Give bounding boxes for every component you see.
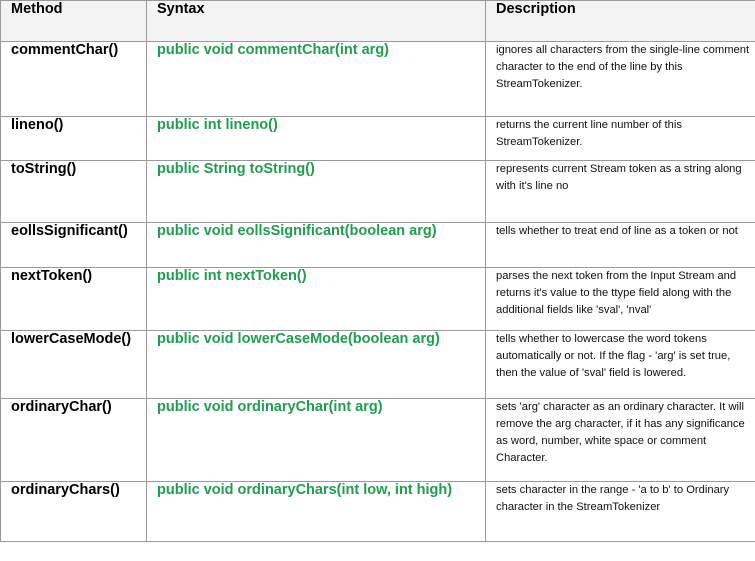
- table-row: [1, 399, 755, 482]
- method-syntax: public void ordinaryChar(int arg): [147, 399, 486, 482]
- table-row: [1, 42, 755, 117]
- table-row: [1, 268, 755, 331]
- table-row: [1, 117, 755, 161]
- method-description: sets character in the range - 'a to b' to Ordinary character in the StreamTokenizer: [486, 482, 755, 542]
- method-description: sets 'arg' character as an ordinary character. It will remove the arg character, if it has any significance as word, number, white space or comment Character.: [486, 399, 755, 482]
- method-syntax: public void lowerCaseMode(boolean arg): [147, 331, 486, 399]
- method-description: tells whether to lowercase the word tokens automatically or not. If the flag - 'arg' is set true, then the value of 'sval' field is lowered.: [486, 331, 755, 399]
- method-name: toString(): [1, 161, 147, 223]
- method-syntax: public int lineno(): [147, 117, 486, 161]
- method-syntax: public void commentChar(int arg): [147, 42, 486, 117]
- header-description: Description: [486, 1, 755, 42]
- method-name: ordinaryChars(): [1, 482, 147, 542]
- table-header-row: [1, 1, 755, 42]
- method-syntax: public String toString(): [147, 161, 486, 223]
- method-name: commentChar(): [1, 42, 147, 117]
- method-description: represents current Stream token as a string along with it's line no: [486, 161, 755, 223]
- method-name: nextToken(): [1, 268, 147, 331]
- table-row: [1, 161, 755, 223]
- header-syntax: Syntax: [147, 1, 486, 42]
- table-row: [1, 223, 755, 268]
- method-name: lineno(): [1, 117, 147, 161]
- method-syntax: public int nextToken(): [147, 268, 486, 331]
- header-method: Method: [1, 1, 147, 42]
- method-description: tells whether to treat end of line as a token or not: [486, 223, 755, 268]
- method-syntax: public void ordinaryChars(int low, int high): [147, 482, 486, 542]
- method-description: parses the next token from the Input Stream and returns it's value to the ttype field along with the additional fields like 'sval', 'nval': [486, 268, 755, 331]
- method-description: ignores all characters from the single-line comment character to the end of the line by this StreamTokenizer.: [486, 42, 755, 117]
- table-row: [1, 482, 755, 542]
- method-syntax: public void eollsSignificant(boolean arg): [147, 223, 486, 268]
- method-description: returns the current line number of this StreamTokenizer.: [486, 117, 755, 161]
- method-name: eollsSignificant(): [1, 223, 147, 268]
- table-row: [1, 331, 755, 399]
- method-name: lowerCaseMode(): [1, 331, 147, 399]
- method-name: ordinaryChar(): [1, 399, 147, 482]
